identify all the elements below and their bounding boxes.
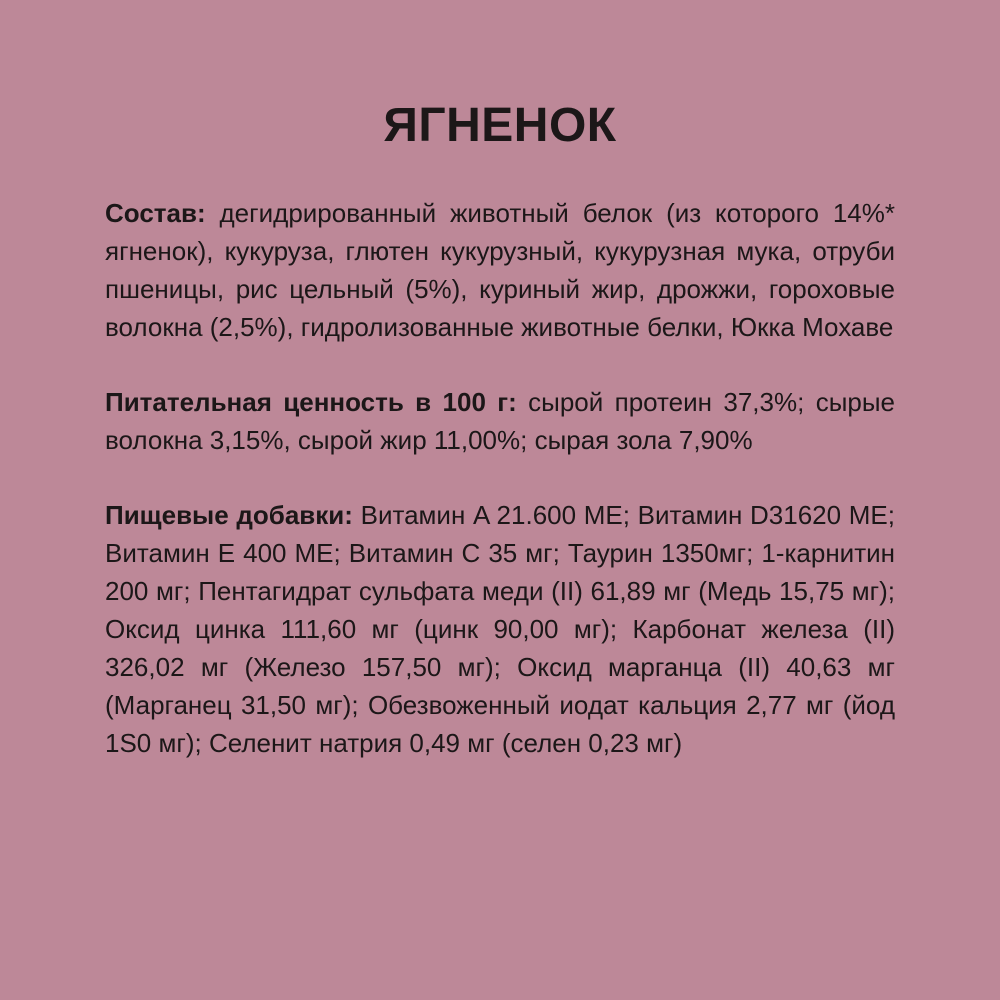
nutrition-section: [105, 383, 895, 459]
additives-section: [105, 496, 895, 762]
composition-text: дегидрированный животный белок (из которого 14%* ягненок), кукуруза, глютен кукурузный, кукурузная мука, отруби пшеницы, рис цельный (5%), куриный жир, дрожжи, гороховые волокна (2,5%), гидролизованные животные белки, Юкка Мохаве: [105, 198, 896, 342]
composition-label: Состав:: [105, 198, 206, 228]
nutrition-label: Питательная ценность в 100 г:: [105, 387, 517, 417]
page-title: ЯГНЕНОК: [383, 99, 617, 152]
additives-text: Витамин A 21.600 МЕ; Витамин D31620 МЕ; Витамин Е 400 МЕ; Витамин С 35 мг; Таурин 1350мг; 1-карнитин 200 мг; Пентагидрат сульфата меди (II) 61,89 мг (Медь 15,75 мг); Оксид цинка 111,60 мг (цинк 90,00 мг); Карбонат железа (II) 326,02 мг (Железо 157,50 мг); Оксид марганца (II) 40,63 мг (Марганец 31,50 мг); Обезвоженный иодат кальция 2,77 мг (йод 1S0 мг); Селенит натрия 0,49 мг (селен 0,23 мг): [105, 500, 895, 758]
additives-label: Пищевые добавки:: [105, 500, 353, 530]
nutrition-text: сырой протеин 37,3%; сырые волокна 3,15%, сырой жир 11,00%; сырая зола 7,90%: [105, 387, 895, 455]
composition-section: [105, 194, 895, 346]
